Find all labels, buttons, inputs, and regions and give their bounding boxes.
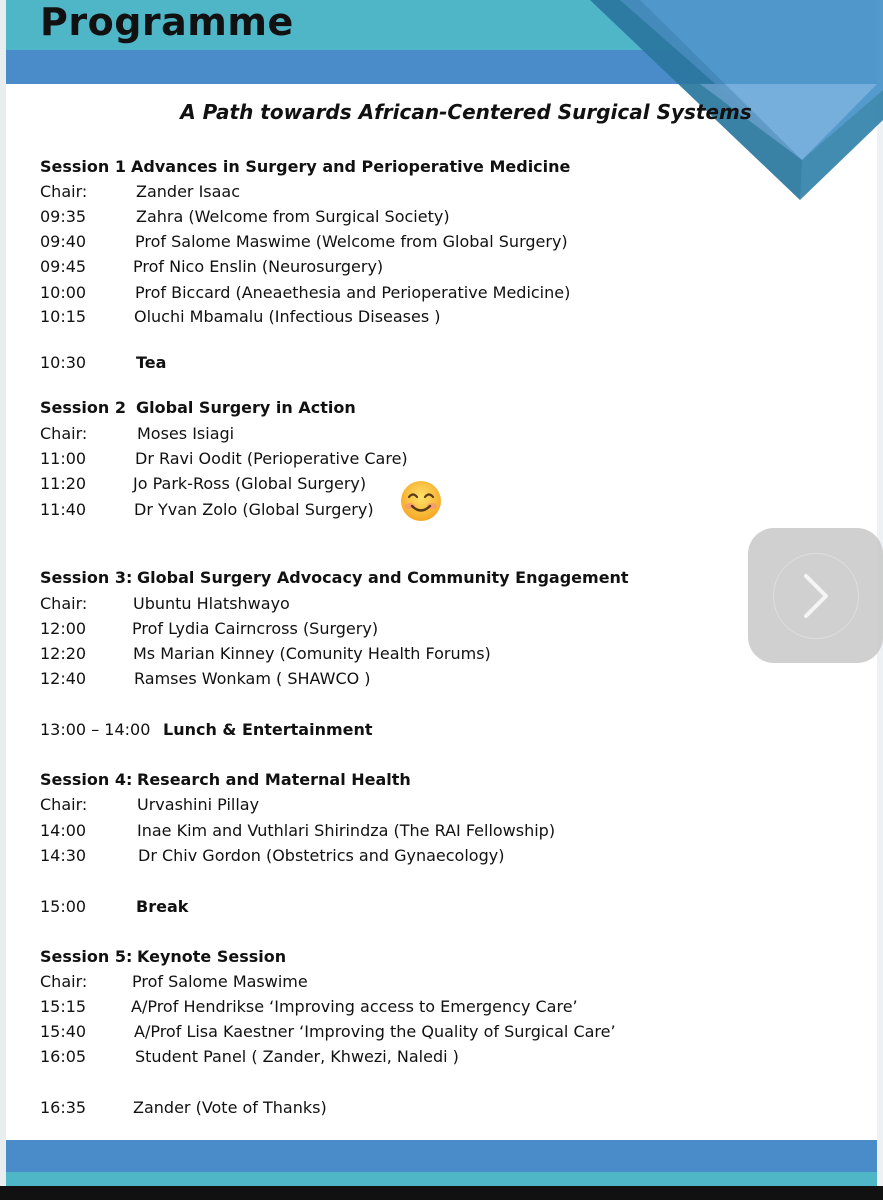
time: 12:00	[40, 619, 87, 638]
session-label: Session 2	[40, 398, 126, 417]
session-title: Keynote Session	[137, 947, 287, 966]
speaker: Student Panel ( Zander, Khwezi, Naledi )	[135, 1047, 459, 1066]
time: 15:15	[40, 997, 87, 1016]
session-title: Research and Maternal Health	[137, 770, 411, 789]
time: 14:30	[40, 846, 87, 865]
time: 09:35	[40, 207, 87, 226]
chair-label: Chair:	[40, 182, 88, 201]
speaker: A/Prof Hendrikse ‘Improving access to Emergency Care’	[131, 997, 578, 1016]
session-label: Session 4:	[40, 770, 133, 789]
speaker: Prof Biccard (Aneaethesia and Perioperative Medicine)	[135, 283, 571, 302]
speaker: Zahra (Welcome from Surgical Society)	[136, 207, 450, 226]
screen-bottom-bar	[0, 1186, 883, 1200]
session-title: Advances in Surgery and Perioperative Medicine	[131, 157, 571, 176]
time: 10:15	[40, 307, 87, 326]
chair-name: Ubuntu Hlatshwayo	[133, 594, 290, 613]
time: 12:20	[40, 644, 87, 663]
break-label: Lunch & Entertainment	[163, 720, 373, 739]
time: 11:00	[40, 449, 87, 468]
session-label: Session 1	[40, 157, 126, 176]
speaker: Dr Chiv Gordon (Obstetrics and Gynaecology)	[138, 846, 505, 865]
chair-name: Zander Isaac	[136, 182, 241, 201]
break-label: Break	[136, 897, 189, 916]
time: 09:45	[40, 257, 87, 276]
footer-band-blue	[6, 1140, 877, 1172]
speaker: Inae Kim and Vuthlari Shirindza (The RAI Fellowship)	[137, 821, 556, 840]
chair-name: Moses Isiagi	[137, 424, 235, 443]
time: 15:40	[40, 1022, 87, 1041]
time: 14:00	[40, 821, 87, 840]
speaker: Prof Nico Enslin (Neurosurgery)	[133, 257, 384, 276]
time: 12:40	[40, 669, 87, 688]
time: 16:35	[40, 1098, 87, 1117]
speaker: Prof Lydia Cairncross (Surgery)	[132, 619, 379, 638]
speaker: Ramses Wonkam ( SHAWCO )	[134, 669, 371, 688]
time: 09:40	[40, 232, 87, 251]
speaker: Dr Ravi Oodit (Perioperative Care)	[135, 449, 408, 468]
time: 11:40	[40, 500, 87, 519]
smiling-face-icon	[400, 480, 442, 522]
chevron-right-icon	[796, 570, 836, 622]
chair-label: Chair:	[40, 795, 88, 814]
chair-label: Chair:	[40, 972, 88, 991]
programme-subtitle: A Path towards African-Centered Surgical Systems	[180, 100, 752, 124]
time: 15:00	[40, 897, 87, 916]
speaker: Jo Park-Ross (Global Surgery)	[133, 474, 367, 493]
speaker: Ms Marian Kinney (Comunity Health Forums)	[133, 644, 491, 663]
time: 16:05	[40, 1047, 87, 1066]
footer-band-teal	[6, 1172, 877, 1186]
next-page-button[interactable]	[748, 528, 883, 663]
speaker: A/Prof Lisa Kaestner ‘Improving the Quality of Surgical Care’	[134, 1022, 616, 1041]
time: 13:00 – 14:00	[40, 720, 151, 739]
chair-label: Chair:	[40, 424, 88, 443]
session-label: Session 5:	[40, 947, 133, 966]
chair-name: Prof Salome Maswime	[132, 972, 308, 991]
speaker: Dr Yvan Zolo (Global Surgery)	[134, 500, 374, 519]
page-title: Programme	[40, 0, 294, 44]
page-edge-left	[0, 0, 6, 1200]
time: 10:00	[40, 283, 87, 302]
time: 11:20	[40, 474, 87, 493]
speaker: Zander (Vote of Thanks)	[133, 1098, 327, 1117]
chair-name: Urvashini Pillay	[137, 795, 260, 814]
time: 10:30	[40, 353, 87, 372]
speaker: Oluchi Mbamalu (Infectious Diseases )	[134, 307, 441, 326]
session-title: Global Surgery Advocacy and Community Engagement	[137, 568, 629, 587]
break-label: Tea	[136, 353, 167, 372]
session-label: Session 3:	[40, 568, 133, 587]
chair-label: Chair:	[40, 594, 88, 613]
session-title: Global Surgery in Action	[136, 398, 356, 417]
speaker: Prof Salome Maswime (Welcome from Global Surgery)	[135, 232, 568, 251]
